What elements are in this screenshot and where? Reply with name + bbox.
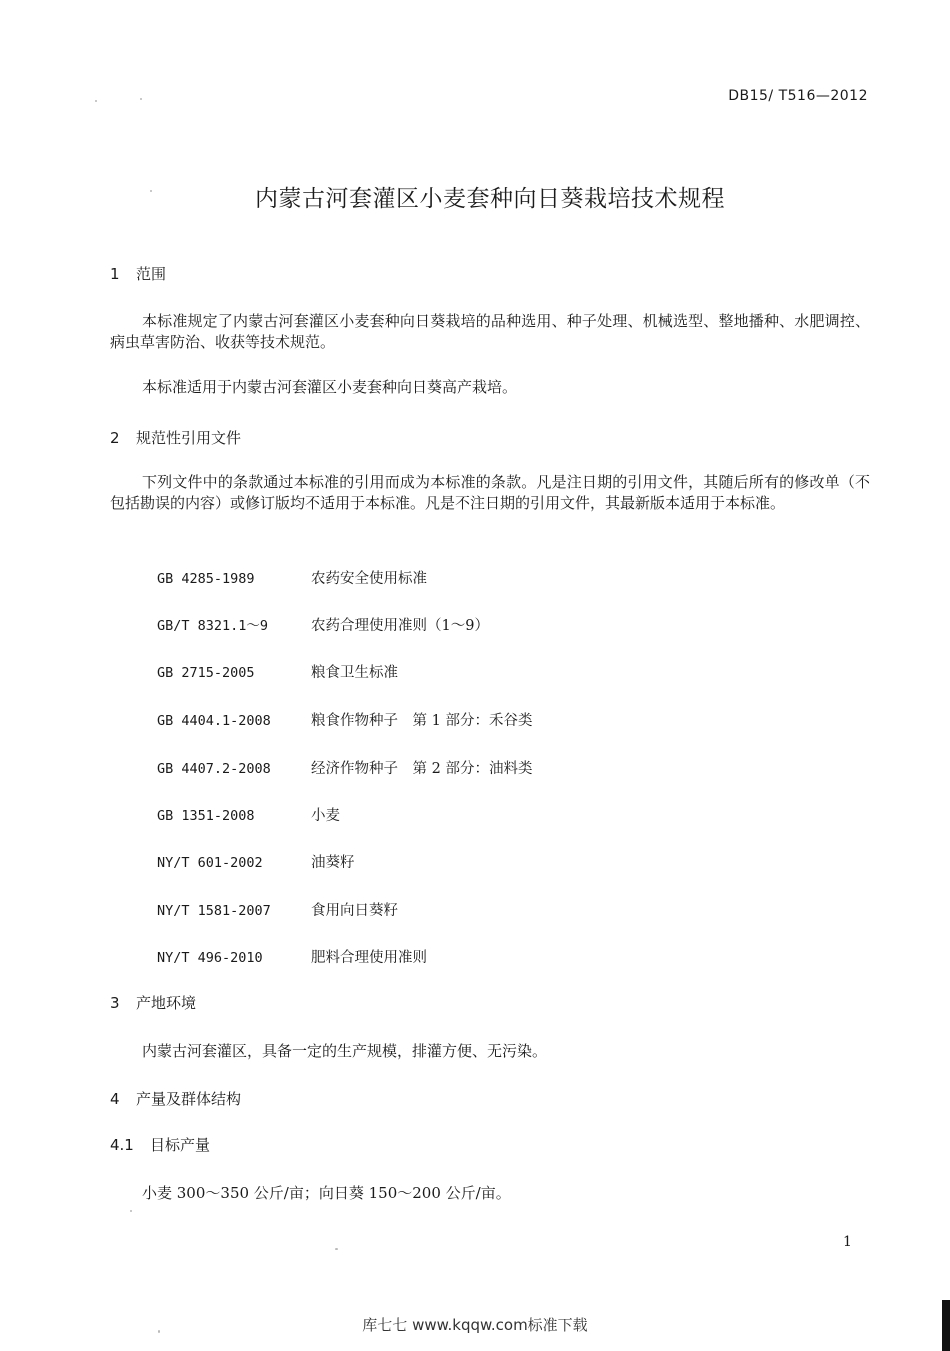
section-4-1-number: 4.1 — [110, 1136, 134, 1154]
standard-code: DB15/ T516—2012 — [728, 88, 868, 104]
reference-title: 农药合理使用准则（1～9） — [311, 618, 489, 634]
reference-title: 肥料合理使用准则 — [311, 950, 427, 966]
reference-code: GB 4404.1-2008 — [157, 713, 271, 729]
scan-speck — [335, 1248, 338, 1250]
reference-row — [157, 851, 355, 872]
scan-speck — [95, 100, 97, 102]
reference-title: 粮食作物种子 第 1 部分：禾谷类 — [311, 713, 533, 729]
document-title: 内蒙古河套灌区小麦套种向日葵栽培技术规程 — [255, 186, 725, 212]
section-2-number: 2 — [110, 429, 120, 447]
section-1-paragraph-1: 本标准规定了内蒙古河套灌区小麦套种向日葵栽培的品种选用、种子处理、机械选型、整地播种、水肥调控、病虫草害防治、收获等技术规范。 — [110, 312, 870, 351]
section-2-paragraph-1: 下列文件中的条款通过本标准的引用而成为本标准的条款。凡是注日期的引用文件，其随后所有的修改单（不包括勘误的内容）或修订版均不适用于本标准。凡是不注日期的引用文件，其最新版本适用于本标准。 — [110, 473, 870, 512]
reference-code: NY/T 601-2002 — [157, 855, 263, 871]
reference-code: GB 4285-1989 — [157, 571, 255, 587]
reference-row — [157, 946, 427, 967]
section-4-1-paragraph-1: 小麦 300～350 公斤/亩；向日葵 150～200 公斤/亩。 — [142, 1184, 511, 1202]
reference-code: NY/T 496-2010 — [157, 950, 263, 966]
section-2-heading — [110, 427, 241, 448]
section-1-paragraph-2: 本标准适用于内蒙古河套灌区小麦套种向日葵高产栽培。 — [142, 378, 518, 396]
reference-row — [157, 757, 532, 778]
reference-code: GB/T 8321.1～9 — [157, 618, 269, 634]
section-4-1-title: 目标产量 — [150, 1136, 211, 1154]
section-3-number: 3 — [110, 994, 120, 1012]
scan-speck — [140, 98, 142, 100]
scan-speck — [130, 1210, 132, 1212]
section-4-title: 产量及群体结构 — [136, 1090, 242, 1108]
reference-title: 经济作物种子 第 2 部分：油料类 — [311, 761, 533, 777]
footer-watermark: 库七七 www.kqqw.com标准下载 — [362, 1316, 588, 1334]
section-4-heading — [110, 1088, 241, 1109]
reference-row — [157, 899, 398, 920]
section-1-heading — [110, 263, 166, 284]
section-3-title: 产地环境 — [136, 994, 197, 1012]
reference-row — [157, 709, 532, 730]
reference-row — [157, 614, 489, 635]
reference-row — [157, 567, 427, 588]
scan-speck — [158, 1330, 160, 1333]
reference-code: GB 2715-2005 — [157, 665, 255, 681]
reference-title: 油葵籽 — [311, 855, 355, 871]
reference-row — [157, 661, 398, 682]
scan-edge-mark — [942, 1300, 950, 1351]
reference-title: 食用向日葵籽 — [311, 903, 398, 919]
section-3-paragraph-1: 内蒙古河套灌区，具备一定的生产规模，排灌方便、无污染。 — [142, 1042, 548, 1060]
scan-speck — [150, 190, 152, 192]
reference-title: 粮食卫生标准 — [311, 665, 398, 681]
reference-title: 农药安全使用标准 — [311, 571, 427, 587]
reference-code: GB 4407.2-2008 — [157, 761, 271, 777]
reference-code: NY/T 1581-2007 — [157, 903, 271, 919]
section-4-number: 4 — [110, 1090, 120, 1108]
reference-title: 小麦 — [311, 808, 340, 824]
reference-row — [157, 804, 340, 825]
reference-code: GB 1351-2008 — [157, 808, 255, 824]
page-number: 1 — [843, 1234, 852, 1250]
section-1-number: 1 — [110, 265, 120, 283]
section-4-1-heading — [110, 1134, 210, 1155]
section-3-heading — [110, 992, 196, 1013]
section-1-title: 范围 — [136, 265, 167, 283]
section-2-title: 规范性引用文件 — [136, 429, 242, 447]
